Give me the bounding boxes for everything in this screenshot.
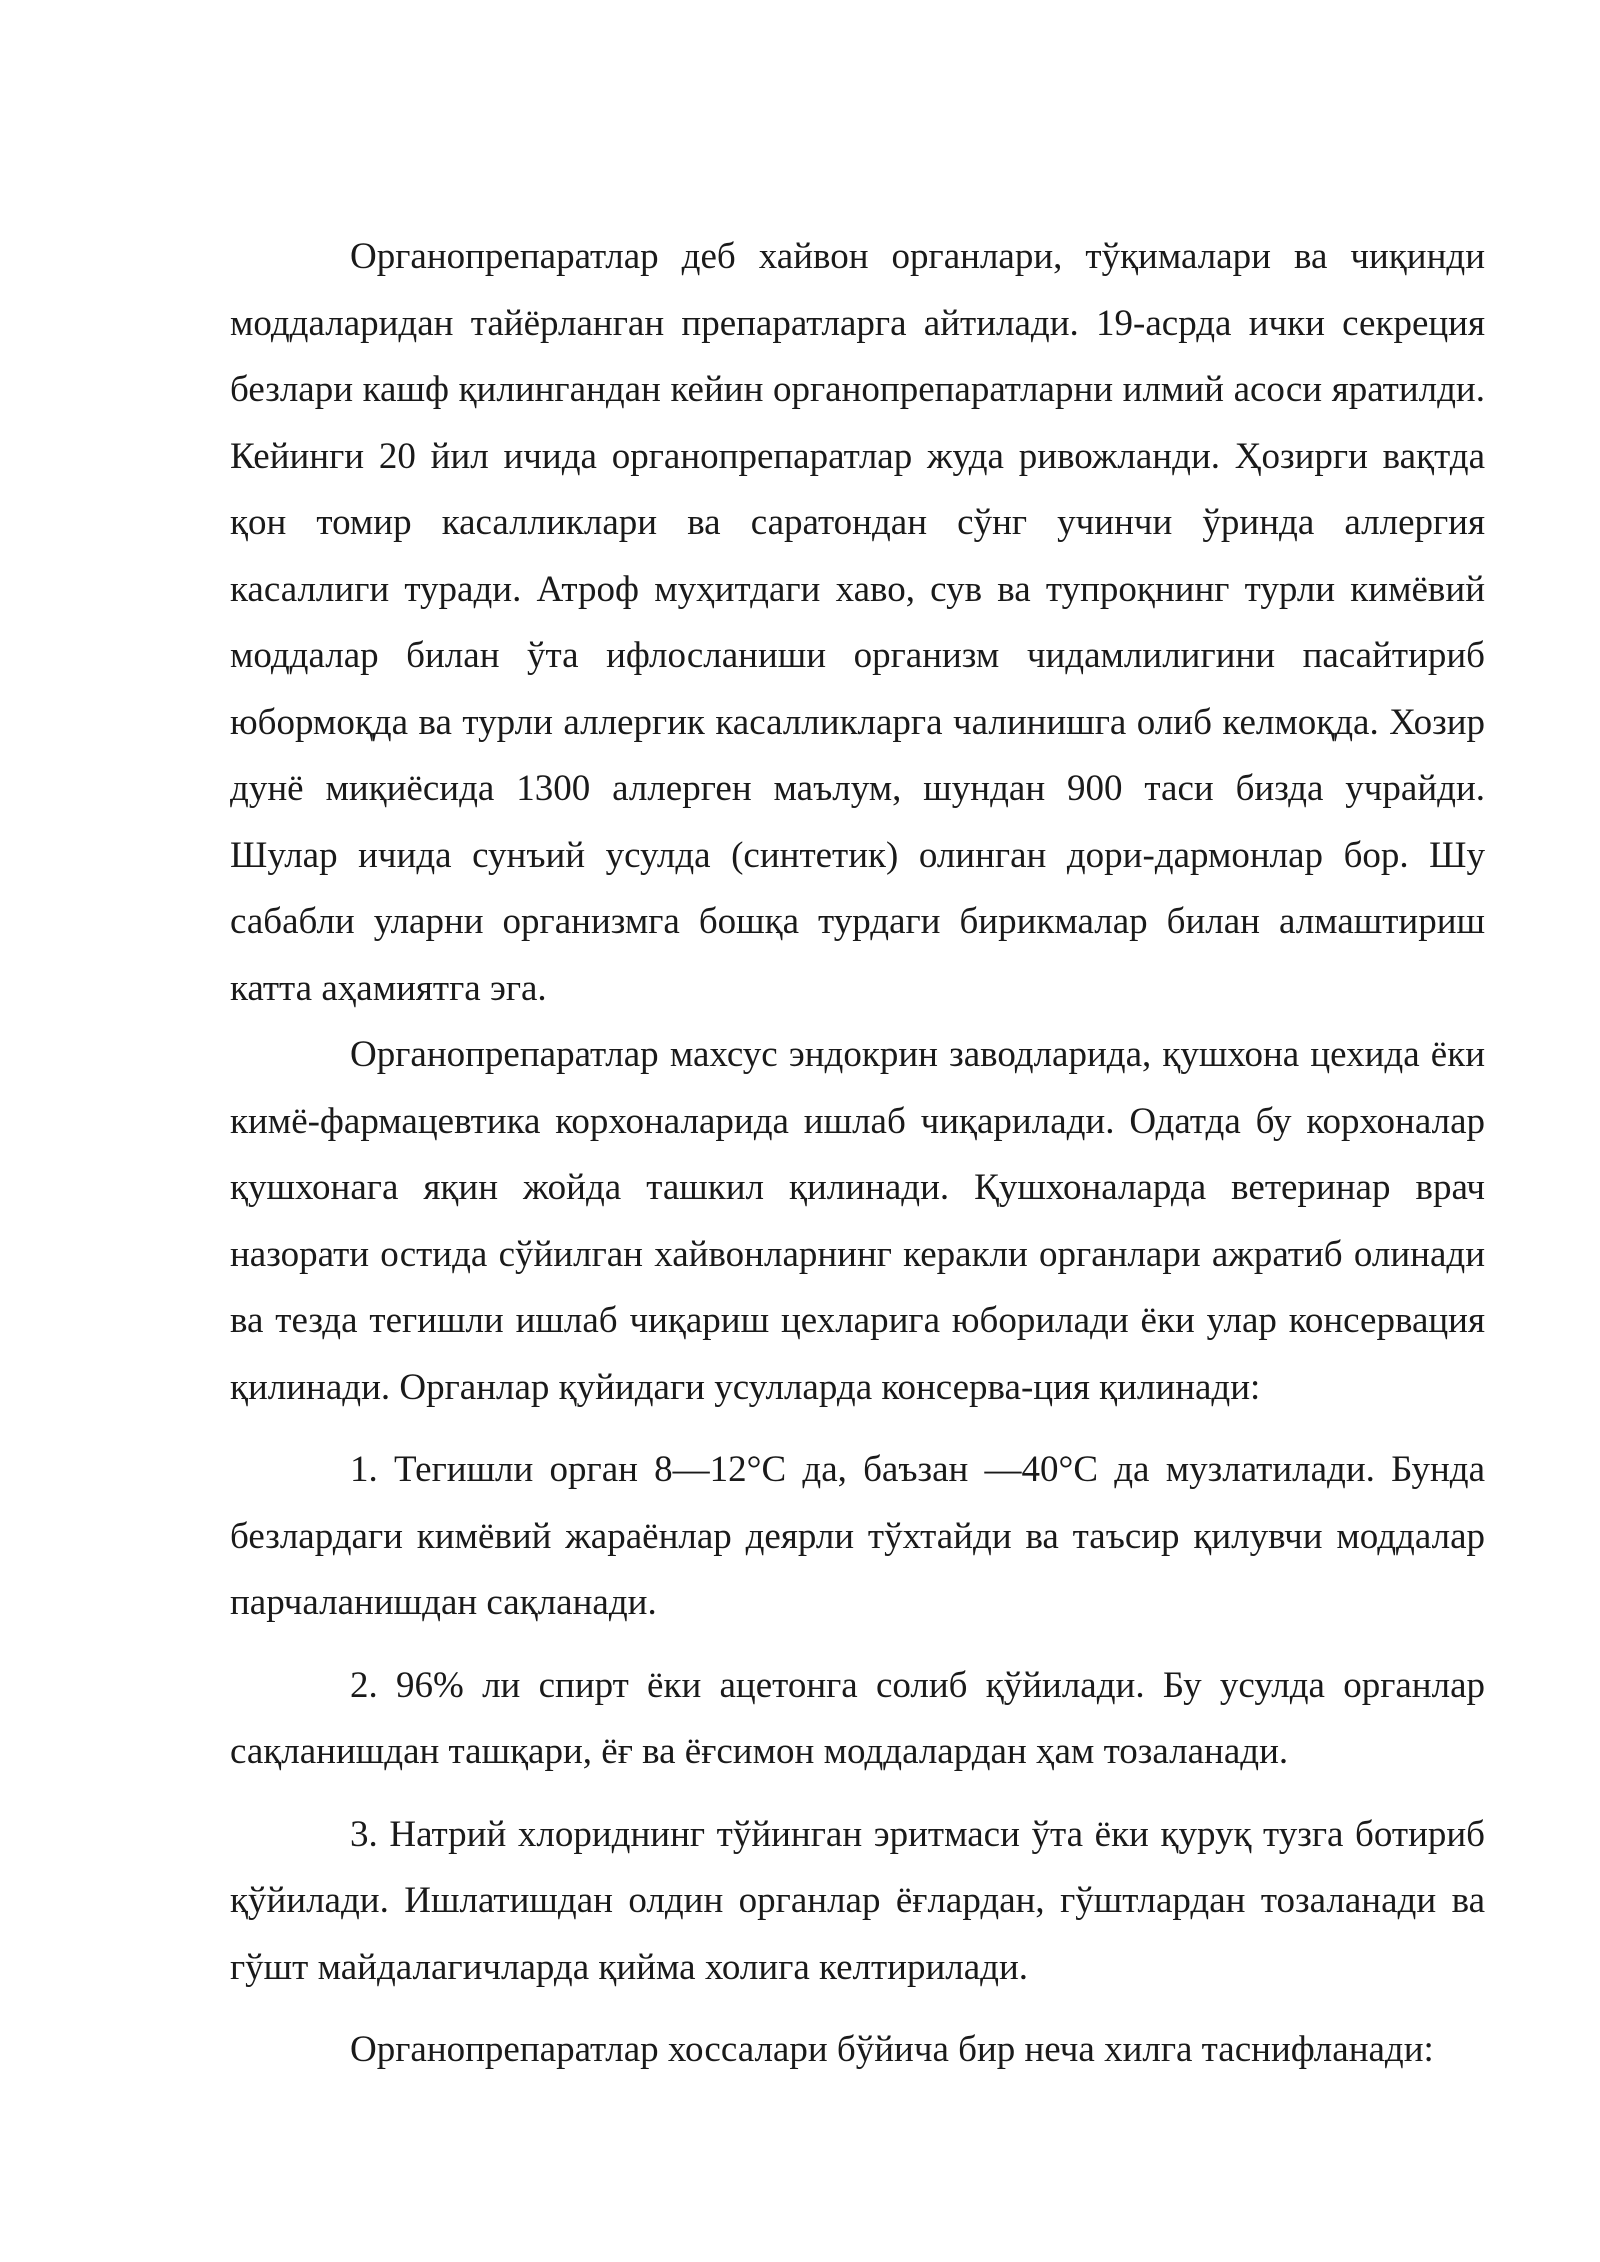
list-item-alcohol: 2. 96% ли спирт ёки ацетонга солиб қўйилади. Бу усулда органлар сақланишдан ташқари, ёғ ва ёғсимон моддалардан ҳам тозаланади.	[230, 1664, 1485, 1772]
paragraph-intro: Органопрепаратлар деб хайвон органлари, тўқималари ва чиқинди моддаларидан тайёрланган препаратларга айтилади. 19-асрда ички секреция безлари кашф қилингандан кейин органопрепаратларни илмий асоси яратилди. Кейинги 20 йил ичида органопрепаратлар жуда ривожланди. Ҳозирги вақтда қон томир касалликлари ва саратондан сўнг учинчи ўринда аллергия касаллиги туради. Атроф муҳитдаги хаво, сув ва тупроқнинг турли кимёвий моддалар билан ўта ифлосланиши организм чидамлилигини пасайтириб юбормоқда ва турли аллергик касалликларга чалинишга олиб келмоқда. Хозир дунё миқиёсида 1300 аллерген маълум, шундан 900 таси бизда учрайди. Шулар ичида сунъий усулда (синтетик) олинган дори-дармонлар бор. Шу сабабли уларни организмга бошқа турдаги бирикмалар билан алмаштириш катта аҳамиятга эга.	[230, 236, 1485, 1009]
list-item-freezing: 1. Тегишли орган 8—12°С да, баъзан —40°С да музлатилади. Бунда безлардаги кимёвий жараёнлар деярли тўхтайди ва таъсир қилувчи моддалар парчаланишдан сақланади.	[230, 1449, 1485, 1623]
document-page	[230, 224, 1485, 2084]
paragraph-classification: Органопрепаратлар хоссалари бўйича бир неча хилга таснифланади:	[350, 2029, 1434, 2070]
paragraph-production: Органопрепаратлар махсус эндокрин заводларида, қушхона цехида ёки кимё-фармацевтика корхоналарида ишлаб чиқарилади. Одатда бу корхоналар қушхонага яқин жойда ташкил қилинади. Қушхоналарда ветеринар врач назорати остида сўйилган хайвонларнинг керакли органлари ажратиб олинади ва тезда тегишли ишлаб чиқариш цехларига юборилади ёки улар консервация қилинади. Органлар қуйидаги усулларда консерва-ция қилинади:	[230, 1034, 1485, 1408]
list-item-salt: 3. Натрий хлориднинг тўйинган эритмаси ўта ёки қуруқ тузга ботириб қўйилади. Ишлатишдан олдин органлар ёғлардан, гўштлардан тозаланади ва гўшт майдалагичларда қийма холига келтирилади.	[230, 1813, 1485, 1988]
